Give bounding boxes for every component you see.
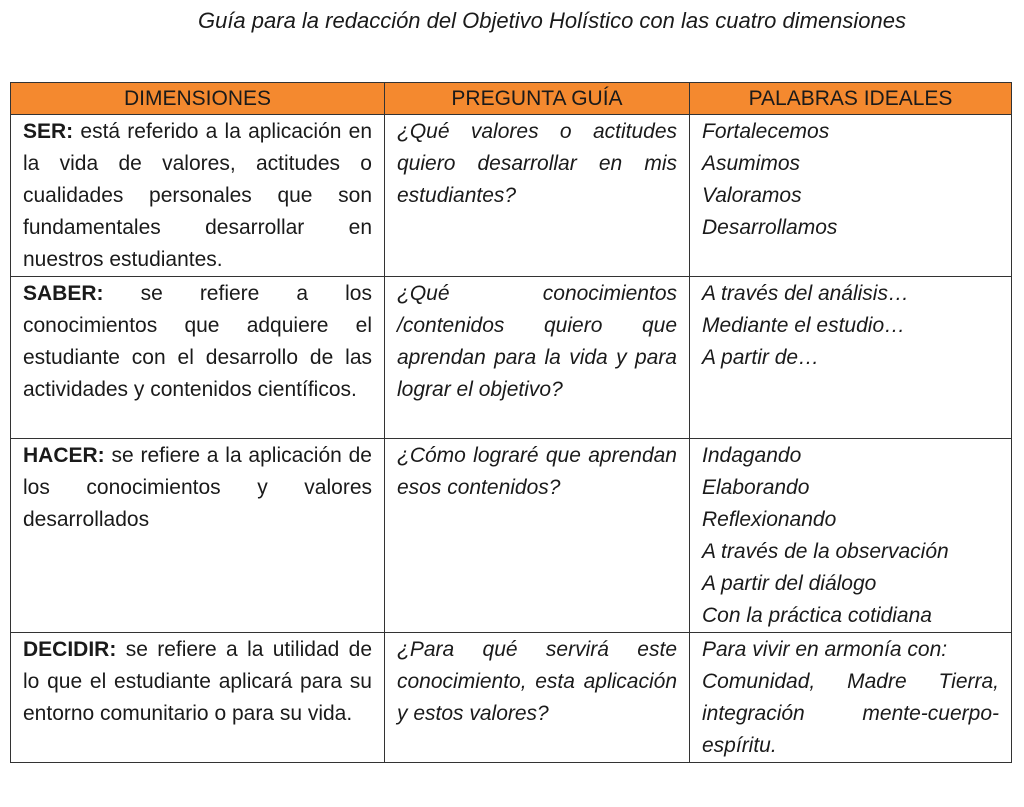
question-cell: ¿Cómo lograré que aprendan esos contenidos?: [385, 439, 690, 633]
ideal-word: Mediante el estudio…: [702, 314, 906, 337]
ideal-word: Fortalecemos: [702, 120, 830, 143]
dimension-description: está referido a la aplicación en la vida de valores, actitudes o cualidades personales que son fundamentales desarrollar en nuestros estudiantes.: [23, 120, 373, 271]
ideal-word: Desarrollamos: [702, 216, 838, 239]
ideal-word: Con la práctica cotidiana: [702, 604, 932, 627]
ideal-word: Elaborando: [702, 476, 810, 499]
words-cell: [690, 277, 1012, 439]
dimension-cell: [11, 439, 385, 633]
ideal-word: Reflexionando: [702, 508, 837, 531]
words-cell: [690, 439, 1012, 633]
dimension-cell: [11, 277, 385, 439]
header-palabras-ideales: PALABRAS IDEALES: [690, 83, 1012, 115]
dimension-cell: [11, 115, 385, 277]
dimension-keyword: SER:: [23, 120, 74, 143]
dimension-cell: [11, 633, 385, 763]
dimensions-table: [10, 82, 1012, 763]
ideal-word: A partir del diálogo: [702, 572, 877, 595]
header-pregunta-guia: PREGUNTA GUÍA: [385, 83, 690, 115]
dimension-description: se refiere a la utilidad de lo que el estudiante aplicará para su entorno comunitario o para su vida.: [23, 638, 372, 725]
dimension-keyword: DECIDIR:: [23, 638, 117, 661]
question-cell: ¿Qué conocimientos /contenidos quiero que aprendan para la vida y para lograr el objetivo?: [385, 277, 690, 439]
question-cell: ¿Para qué servirá este conocimiento, esta aplicación y estos valores?: [385, 633, 690, 763]
table-row-hacer: [11, 439, 1012, 633]
ideal-word: A partir de…: [702, 346, 820, 369]
words-cell: [690, 633, 1012, 763]
dimension-keyword: SABER:: [23, 282, 104, 305]
words-cell: [690, 115, 1012, 277]
header-dimensiones: DIMENSIONES: [11, 83, 385, 115]
dimension-description: se refiere a los conocimientos que adquiere el estudiante con el desarrollo de las actividades y contenidos científicos.: [23, 282, 372, 401]
dimension-keyword: HACER:: [23, 444, 105, 467]
ideal-word: Para vivir en armonía con:: [702, 638, 948, 661]
ideal-word: Comunidad, Madre Tierra, integración mente-cuerpo-espíritu.: [702, 670, 999, 757]
table-header-row: [11, 83, 1012, 115]
ideal-word: A través de la observación: [702, 540, 949, 563]
ideal-word: Asumimos: [702, 152, 801, 175]
table-row-decidir: [11, 633, 1012, 763]
ideal-word: A través del análisis…: [702, 282, 909, 305]
dimension-description: se refiere a la aplicación de los conocimientos y valores desarrollados: [23, 444, 372, 531]
ideal-word: Valoramos: [702, 184, 802, 207]
document-title: Guía para la redacción del Objetivo Holístico con las cuatro dimensiones: [197, 8, 907, 33]
question-cell: ¿Qué valores o actitudes quiero desarrollar en mis estudiantes?: [385, 115, 690, 277]
table-row-saber: [11, 277, 1012, 439]
table-row-ser: [11, 115, 1012, 277]
ideal-word: Indagando: [702, 444, 802, 467]
